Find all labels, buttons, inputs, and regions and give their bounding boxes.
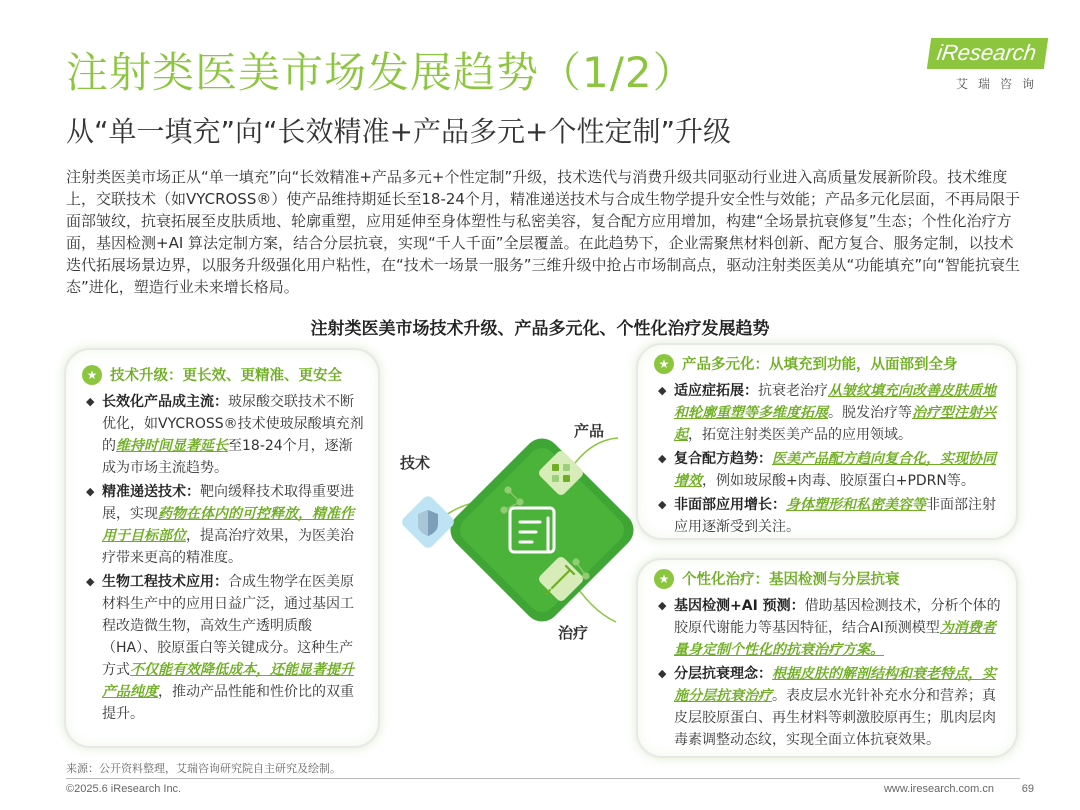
panel-tech-upgrade <box>64 348 380 748</box>
star-icon: ★ <box>82 365 102 385</box>
bullet-text: 至18-24个月，逐渐成为市场主流趋势。 <box>102 438 353 476</box>
bullet-highlight: 根据皮肤的解剖结构和衰老特点，实施分层抗衰治疗 <box>674 666 996 704</box>
logo-sub: 艾瑞咨询 <box>955 77 1044 91</box>
bullet-highlight: 从皱纹填充向改善皮肤质地和轮廓重塑等多维度拓展 <box>674 383 996 421</box>
panel-tech-heading-text: 技术升级：更长效、更精准、更安全 <box>110 368 342 384</box>
label-tech: 技术 <box>400 454 431 472</box>
bullet-highlight: 治疗型注射兴起 <box>674 405 996 443</box>
panel-product-diversification <box>636 343 1018 540</box>
bullet-title: 精准递送技术： <box>102 484 200 500</box>
bullet-text: 抗衰老治疗 <box>758 383 828 399</box>
bullet-title: 分层抗衰理念： <box>674 666 772 682</box>
list-item <box>88 481 364 569</box>
panel-tech-bullets <box>66 391 378 725</box>
list-item <box>660 595 1002 661</box>
footer-url[interactable]: www.iresearch.com.cn <box>883 783 994 795</box>
bullet-title: 复合配方趋势： <box>674 451 772 467</box>
bullet-title: 生物工程技术应用： <box>102 574 228 590</box>
panel-personalized-treatment <box>636 558 1018 758</box>
logo-brand: iResearch <box>927 38 1048 69</box>
bullet-text: 玻尿酸交联技术不断优化，如VYCROSS®技术使玻尿酸填充剂的 <box>102 394 364 454</box>
list-item <box>88 391 364 479</box>
panel-treatment-heading-text: 个性化治疗：基因检测与分层抗衰 <box>682 572 900 588</box>
bullet-text: 借助基因检测技术，分析个体的胶原代谢能力等基因特征，结合AI预测模型 <box>674 598 1001 636</box>
bullet-title: 非面部应用增长： <box>674 497 786 513</box>
page-subtitle: 从“单一填充”向“长效精准+产品多元+个性定制”升级 <box>66 115 731 148</box>
footer-source: 来源：公开资料整理，艾瑞咨询研究院自主研究及绘制。 <box>66 762 341 775</box>
logo <box>906 38 1046 92</box>
label-treatment: 治疗 <box>558 624 589 642</box>
panel-product-bullets <box>638 380 1016 538</box>
bullet-title: 基因检测+AI 预测： <box>674 598 805 614</box>
bullet-text: ，例如玻尿酸+肉毒、胶原蛋白+PDRN等。 <box>702 473 975 489</box>
bullet-text: 。脱发治疗等 <box>828 405 912 421</box>
star-icon: ★ <box>654 354 674 374</box>
intro-paragraph: 注射类医美市场正从“单一填充”向“长效精准+产品多元+个性定制”升级，技术迭代与消费升级共同驱动行业进入高质量发展新阶段。技术维度上，交联技术（如VYCROSS®）使产品维持期延长至18-24个月，精准递送技术与合成生物学提升安全性与效能；产品多元化层面，不再局限于面部皱纹，抗衰拓展至皮肤质地、轮廓重塑，应用延伸至身体塑性与私密美容，复合配方应用增加，构建“全场景抗衰修复”生态；个性化治疗方面，基因检测+AI 算法定制方案，结合分层抗衰，实现“千人千面”全层覆盖。在此趋势下，企业需聚焦材料创新、配方复合、服务定制，以技术迭代拓展场景边界，以服务升级强化用户粘性，在“技术一场景一服务”三维升级中抢占市场制高点，驱动注射类医美从“功能填充”向“智能抗衰生态”进化，塑造行业未来增长格局。 <box>66 168 1020 296</box>
bullet-text: ，拓宽注射类医美产品的应用领域。 <box>688 427 912 443</box>
panel-product-heading <box>654 353 1016 374</box>
panel-treatment-bullets <box>638 595 1016 751</box>
panel-treatment-heading <box>654 568 1016 589</box>
bullet-highlight: 维持时间显著延长 <box>116 438 228 454</box>
bullet-text: ，推动产品性能和性价比的双重提升。 <box>102 684 354 722</box>
star-icon: ★ <box>654 569 674 589</box>
bullet-highlight: 药物在体内的可控释放，精准作用于目标部位 <box>102 506 354 544</box>
panel-product-heading-text: 产品多元化：从填充到功能，从面部到全身 <box>682 357 958 373</box>
bullet-title: 长效化产品成主流： <box>102 394 228 410</box>
list-item <box>660 380 1002 446</box>
bullet-highlight: 不仅能有效降低成本，还能显著提升产品纯度 <box>102 662 354 700</box>
bullet-text: 非面部注射应用逐渐受到关注。 <box>674 497 996 535</box>
bullet-title: 适应症拓展： <box>674 383 758 399</box>
panel-tech-heading <box>82 364 378 385</box>
bullet-text: 合成生物学在医美原材料生产中的应用日益广泛，通过基因工程改造微生物，高效生产透明质酸（HA）、胶原蛋白等关键成分。这种生产方式 <box>102 574 354 678</box>
bullet-text: 。表皮层水光针补充水分和营养；真皮层胶原蛋白、再生材料等刺激胶原再生；肌肉层肉毒素调整动态纹，实现全面立体抗衰效果。 <box>674 688 996 748</box>
center-diagram <box>380 340 640 760</box>
label-product: 产品 <box>574 422 605 440</box>
page-number: 69 <box>1021 783 1034 795</box>
bullet-highlight: 身体塑形和私密美容等 <box>786 497 926 513</box>
list-item <box>660 448 1002 492</box>
list-item <box>660 663 1002 751</box>
bullet-highlight: 为消费者量身定制个性化的抗衰治疗方案。 <box>674 620 996 658</box>
list-item <box>660 494 1002 538</box>
bullet-text: ，提高治疗效果，为医美治疗带来更高的精准度。 <box>102 528 354 566</box>
diagram-title: 注射类医美市场技术升级、产品多元化、个性化治疗发展趋势 <box>310 319 770 339</box>
bullet-highlight: 医美产品配方趋向复合化，实现协同增效 <box>674 451 996 489</box>
page-title: 注射类医美市场发展趋势（1/2） <box>66 48 696 97</box>
bullet-text: 靶向缓释技术取得重要进展，实现 <box>102 484 354 522</box>
footer-copyright: ©2025.6 iResearch Inc. <box>66 783 182 795</box>
footer-divider <box>66 778 1020 779</box>
list-item <box>88 571 364 725</box>
